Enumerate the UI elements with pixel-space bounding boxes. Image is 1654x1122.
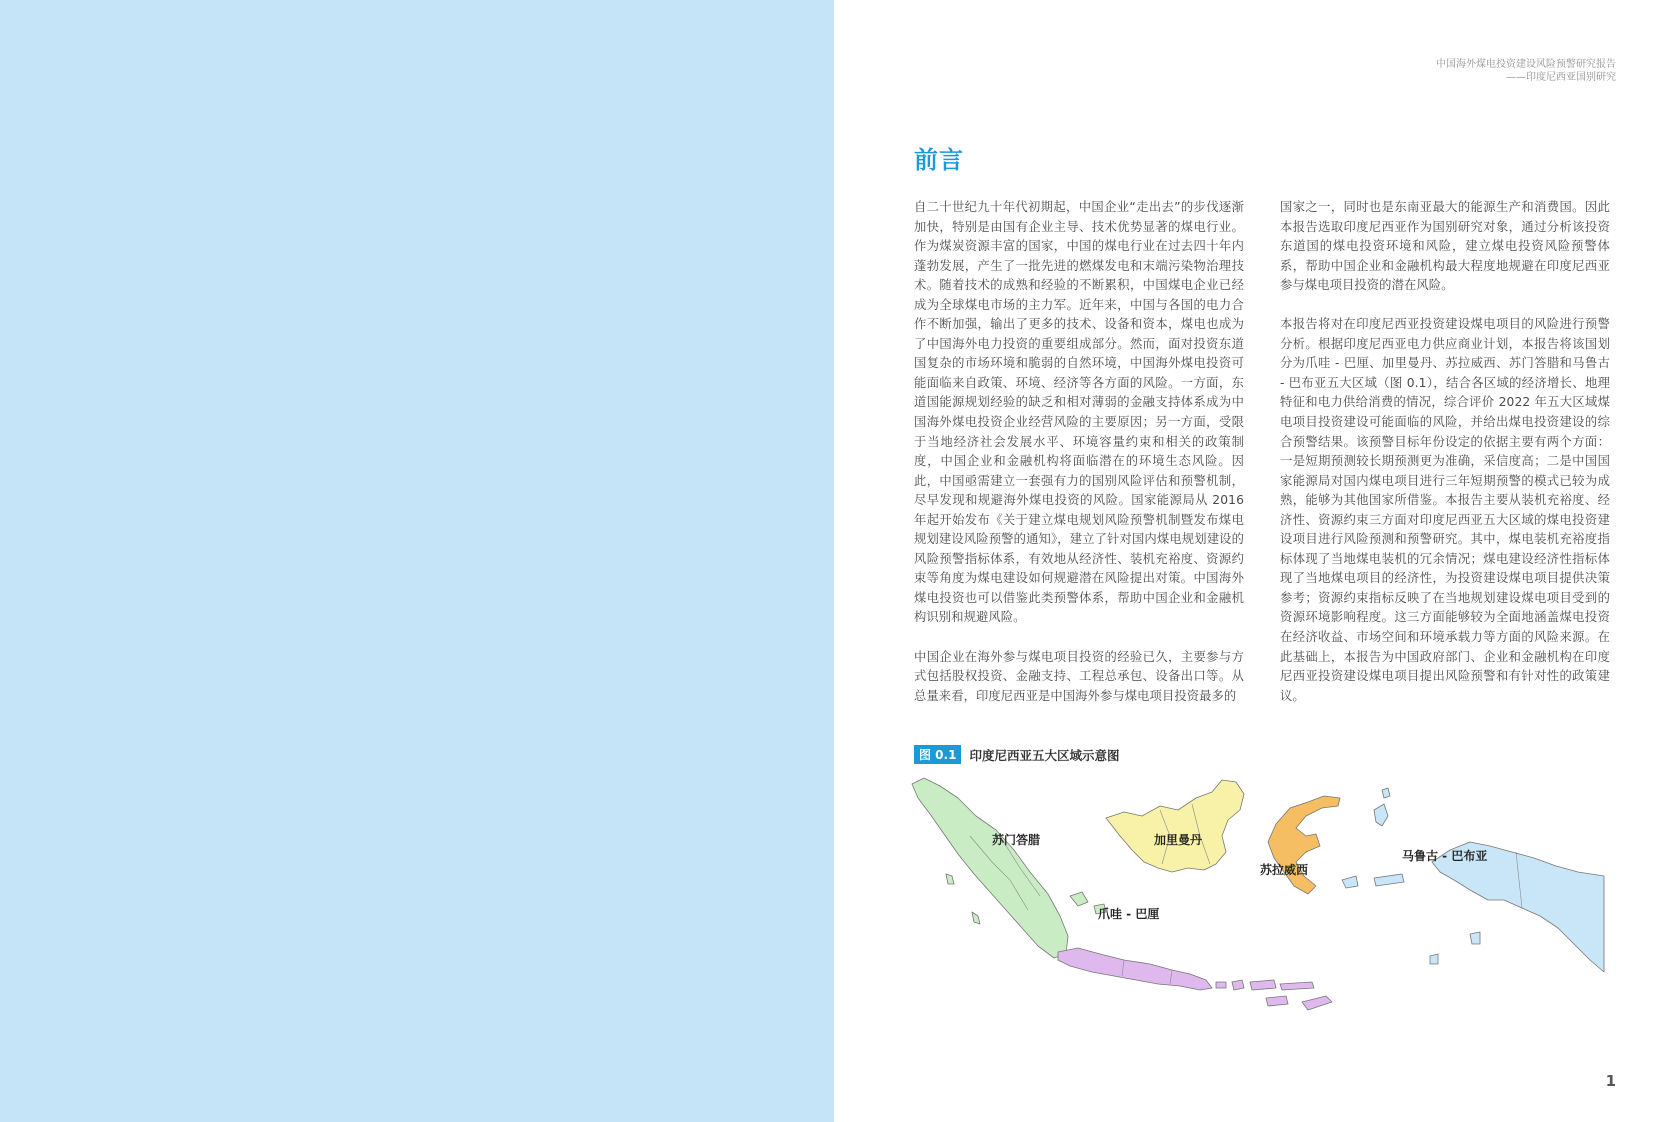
paragraph: 自二十世纪九十年代初期起，中国企业“走出去”的步伐逐渐加快，特别是由国有企业主导、技术优势显著的煤电行业。作为煤炭资源丰富的国家，中国的煤电行业在过去四十年内蓬勃发展，产生了一批先进的燃煤发电和末端污染物治理技术。随着技术的成熟和经验的不断累积，中国煤电企业已经成为全球煤电市场的主力军。近年来，中国与各国的电力合作不断加强，输出了更多的技术、设备和资本，煤电也成为了中国海外电力投资的重要组成部分。然而，面对投资东道国复杂的市场环境和脆弱的自然环境，中国海外煤电投资可能面临来自政策、环境、经济等各方面的风险。一方面，东道国能源规划经验的缺乏和相对薄弱的金融支持体系成为中国海外煤电投资企业经营风险的主要原因；另一方面，受限于当地经济社会发展水平、环境容量约束和相关的政策制度，中国企业和金融机构将面临潜在的环境生态风险。因此，中国亟需建立一套强有力的国别风险评估和预警机制，尽早发现和规避海外煤电投资的风险。国家能源局从 2016 年起开始发布《关于建立煤电规划风险预警机制暨发布煤电规划建设风险预警的通知》，建立了针对国内煤电规划建设的风险预警指标体系，有效地从经济性、装机充裕度、资源约束等角度为煤电建设如何规避潜在风险提出对策。中国海外煤电投资也可以借鉴此类预警体系，帮助中国企业和金融机构识别和规避风险。 (914, 200, 1244, 625)
island-tanimbar (1430, 954, 1438, 964)
paragraph: 本报告将对在印度尼西亚投资建设煤电项目的风险进行预警分析。根据印度尼西亚电力供应商业计划，本报告将该国划分为爪哇 - 巴厘、加里曼丹、苏拉威西、苏门答腊和马鲁古 - 巴布亚五大区域（图 0.1），结合各区域的经济增长、地理特征和电力供给消费的情况，综合评价 2022 年五大区域煤电项目投资建设可能面临的风险，并给出煤电投资建设的综合预警结果。该预警目标年份设定的依据主要有两个方面：一是短期预测较长期预测更为准确，采信度高；二是中国国家能源局对国内煤电项目进行三年短期预警的模式已较为成熟，能够为其他国家所借鉴。本报告主要从装机充裕度、经济性、资源约束三方面对印度尼西亚五大区域的煤电投资建设项目进行风险预测和预警研究。其中，煤电装机充裕度指标体现了当地煤电装机的冗余情况；煤电建设经济性指标体现了当地煤电项目的经济性，为投资建设煤电项目提供决策参考；资源约束指标反映了在当地规划建设煤电项目受到的资源环境影响程度。这三方面能够较为全面地涵盖煤电投资在经济收益、市场空间和环境承载力等方面的风险来源。在此基础上，本报告为中国政府部门、企业和金融机构在印度尼西亚投资建设煤电项目提出风险预警和有针对性的政策建议。 (1280, 317, 1610, 703)
region-java-bali (1058, 948, 1212, 990)
island-halmahera (1374, 804, 1388, 826)
island-sumbawa (1250, 980, 1276, 990)
region-sumatra (912, 778, 1068, 958)
island-aru (1470, 932, 1480, 944)
island-buru (1342, 876, 1358, 888)
island-lombok (1232, 980, 1244, 990)
figure-title: 印度尼西亚五大区域示意图 (969, 747, 1120, 763)
island-bangka (1070, 892, 1088, 906)
indonesia-regions-map (910, 776, 1606, 1032)
left-text-column (914, 198, 1244, 726)
paragraph: 中国企业在海外参与煤电项目投资的经验已久，主要参与方式包括股权投资、金融支持、工程总承包、设备出口等。从总量来看，印度尼西亚是中国海外参与煤电项目投资最多的 (914, 649, 1244, 703)
region-sulawesi (1268, 796, 1340, 894)
island-flores (1280, 982, 1314, 990)
island-timor (1302, 996, 1332, 1010)
running-header (1436, 58, 1616, 84)
island-nias (946, 874, 954, 884)
region-label: 加里曼丹 (1154, 833, 1203, 847)
region-label: 苏门答腊 (992, 833, 1041, 847)
page-number: 1 (1605, 1072, 1616, 1090)
island-seram (1374, 874, 1404, 886)
figure-number-badge: 图 0.1 (914, 745, 961, 764)
header-report-subtitle: ——印度尼西亚国别研究 (1506, 72, 1616, 83)
island-siberut (972, 912, 980, 924)
region-labels (992, 832, 1487, 921)
region-label: 苏拉威西 (1260, 863, 1309, 877)
figure-caption (914, 745, 1119, 764)
paragraph: 国家之一，同时也是东南亚最大的能源生产和消费国。因此本报告选取印度尼西亚作为国别研究对象，通过分析该投资东道国的煤电投资环境和风险，建立煤电投资风险预警体系，帮助中国企业和金融机构最大程度地规避在印度尼西亚参与煤电项目投资的潜在风险。 (1280, 200, 1610, 293)
page-title: 前言 (914, 146, 964, 174)
region-label: 爪哇 - 巴厘 (1098, 907, 1160, 921)
island-bali (1216, 982, 1226, 988)
header-report-title: 中国海外煤电投资建设风险预警研究报告 (1436, 59, 1616, 70)
island-morotai (1382, 788, 1390, 798)
region-kalimantan (1106, 780, 1244, 872)
region-label: 马鲁古 - 巴布亚 (1402, 849, 1488, 863)
document-page (834, 0, 1654, 1122)
island-sumba (1266, 996, 1288, 1006)
right-text-column (1280, 198, 1610, 726)
